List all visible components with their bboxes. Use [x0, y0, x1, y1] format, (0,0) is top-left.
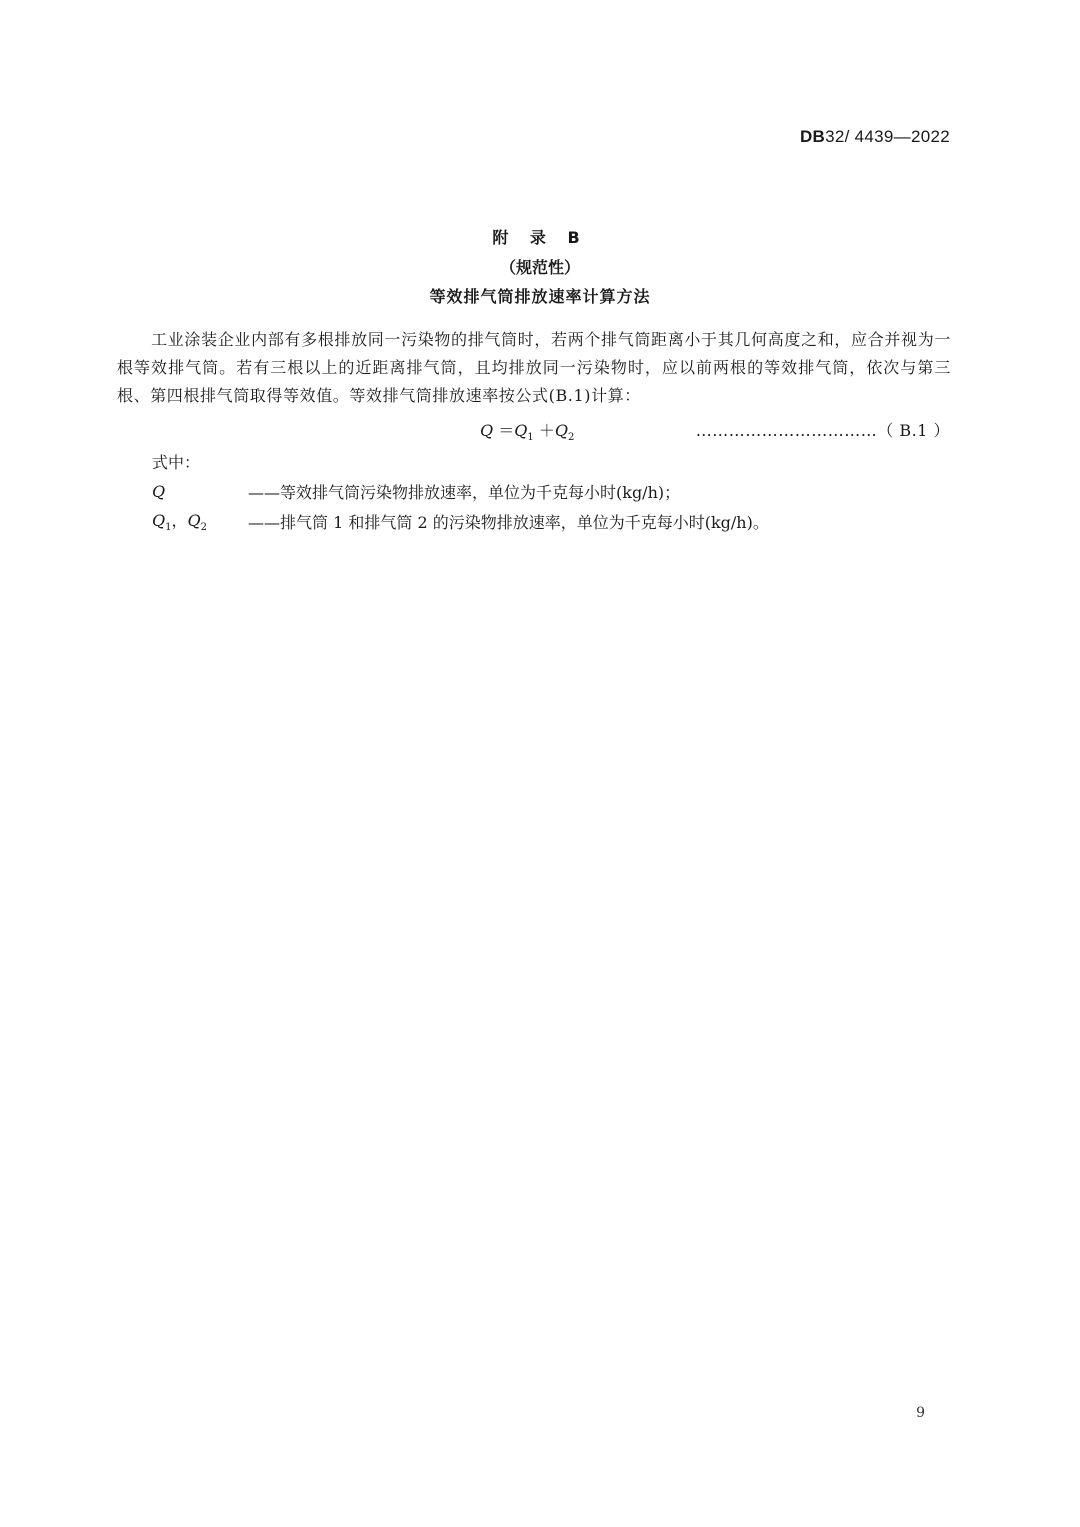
body-paragraph-text: 工业涂装企业内部有多根排放同一污染物的排气筒时，若两个排气筒距离小于其几何高度之和，应合并视为一根等效排气筒。若有三根以上的近距离排气筒，且均排放同一污染物时，应以前两根的等效排气筒，依次与第三根、第四根排气筒取得等效值。等效排气筒排放速率按公式(B.1)计算：: [117, 330, 951, 405]
formula-equals: ＝: [498, 421, 515, 440]
formula-number: ……………………………（ B.1 ）: [695, 421, 950, 440]
definition-symbol: Q: [152, 481, 166, 501]
definition-text: ——排气筒 1 和排气筒 2 的污染物排放速率，单位为千克每小时(kg/h)。: [248, 512, 769, 532]
body-paragraph: [117, 326, 951, 410]
document-code-number: 32/ 4439—2022: [825, 127, 950, 146]
document-code-prefix: DB: [799, 127, 826, 146]
definition-q1-q2: [152, 506, 769, 536]
formula-sub2: 2: [567, 432, 575, 444]
formula-b1: [480, 418, 574, 443]
annex-subject: 等效排气筒排放速率计算方法: [429, 287, 651, 306]
symbol-separator: ，: [171, 511, 188, 531]
definition-q: [152, 476, 680, 506]
symbol-q1-sub: 1: [165, 522, 172, 534]
page-number: 9: [916, 1405, 925, 1421]
symbol-q2-sub: 2: [200, 522, 208, 534]
definition-symbol: [152, 508, 248, 533]
formula-term2: Q: [554, 421, 568, 440]
formula-term1: Q: [514, 421, 528, 440]
symbol-q1: Q: [152, 511, 166, 531]
annex-title: 附 录 B: [492, 228, 588, 247]
formula-lhs: Q: [480, 421, 494, 440]
annex-nature: （规范性）: [499, 258, 580, 277]
formula-plus: ＋: [538, 421, 555, 440]
definition-text: ——等效排气筒污染物排放速率，单位为千克每小时(kg/h)；: [248, 482, 681, 502]
symbol-q2: Q: [187, 511, 201, 531]
where-label: 式中：: [152, 453, 201, 472]
formula-sub1: 1: [527, 432, 534, 444]
document-code: [800, 127, 950, 147]
